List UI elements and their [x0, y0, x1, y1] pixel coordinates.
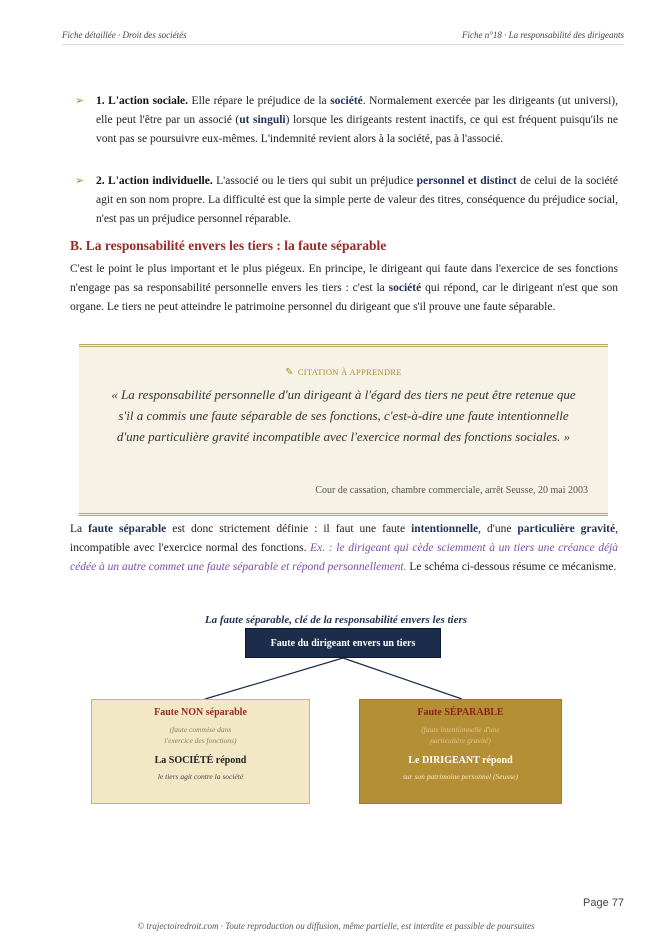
node-responsible: Le DIRIGEANT répond: [408, 755, 513, 766]
node-note: le tiers agit contre la société: [157, 772, 244, 781]
highlight-term: personnel et distinct: [416, 175, 517, 187]
pen-icon: ✎: [285, 367, 294, 378]
bullet-text-part: Elle répare le préjudice de la: [188, 95, 331, 107]
paragraph-text: est donc strictement définie : il faut une faute: [166, 523, 412, 535]
node-subtitle-line: (faute intentionnelle d'une: [421, 725, 500, 734]
paragraph-text: , incompatible avec l'exercice normal des fonctions.: [70, 523, 618, 554]
node-title: Faute SÉPARABLE: [417, 707, 504, 718]
quote-label-text: CITATION À APPRENDRE: [297, 367, 402, 377]
paragraph-text: qui répond, car le dirigeant n'est que son organe. Le tiers ne peut atteindre le patrimoine personnel du dirigeant que s'il prouve une faute séparable.: [70, 282, 618, 313]
node-responsible: La SOCIÉTÉ répond: [154, 755, 247, 766]
diagram-root-node: Faute du dirigeant envers un tiers: [245, 628, 441, 658]
page-number: Page 77: [583, 897, 624, 909]
node-title: Faute NON séparable: [154, 707, 247, 718]
bullet-title: 2. L'action individuelle.: [96, 175, 213, 187]
highlight-term: société: [388, 282, 422, 294]
node-subtitle: [92, 724, 309, 746]
highlight-term: faute séparable: [88, 523, 167, 535]
paragraph-text: C'est le point le plus important et le plus piégeux. En principe, le dirigeant qui faute dans l'exercice de ses fonctions n'engage pas sa responsabilité personnelle envers les tiers : c'est la: [70, 263, 618, 294]
paragraph-text: La: [70, 523, 89, 535]
diagram-title: La faute séparable, clé de la responsabilité envers les tiers: [204, 614, 468, 626]
header-left: Fiche détaillée · Droit des sociétés: [62, 30, 187, 40]
arrow-bullet-icon: ➢: [75, 175, 85, 187]
arrow-bullet-icon: ➢: [75, 95, 85, 107]
bullet-text-part: ) lorsque les dirigeants restent inactifs, ce qui est fréquent puisqu'ils ne vont pas se poursuivre eux-mêmes. L'indemnité revient alors à la société, pas à l'associé.: [96, 114, 619, 145]
node-subtitle-line: (faute commise dans: [169, 725, 232, 734]
node-faute-separable: [359, 699, 562, 804]
highlight-term: intentionnelle: [411, 523, 479, 535]
header-right: Fiche n°18 · La responsabilité des dirigeants: [461, 30, 624, 40]
highlight-term: ut singuli: [239, 114, 286, 126]
bullet-title: 1. L'action sociale.: [96, 95, 189, 107]
node-subtitle-line: l'exercice des fonctions): [164, 736, 237, 745]
bullet-text-part: . Normalement exercée par les dirigeants (ut universi), elle peut l'être par un associé (: [96, 95, 619, 126]
node-note: sur son patrimoine personnel (Seusse): [403, 772, 518, 781]
node-subtitle: [360, 724, 561, 746]
paragraph-text: Le schéma ci-dessous résume ce mécanisme.: [406, 561, 617, 573]
section-title: B. La responsabilité envers les tiers : la faute séparable: [70, 238, 387, 253]
bullet-text-part: L'associé ou le tiers qui subit un préjudice: [212, 175, 417, 187]
bullet-text-part: de celui de la société agit en son nom propre. La difficulté est que la simple perte de valeur des titres, conséquence du préjudice social, n'est pas un préjudice personnel réparable.: [96, 175, 618, 225]
quote-source: Cour de cassation, chambre commerciale, arrêt Seusse, 20 mai 2003: [315, 485, 588, 496]
highlight-term: particulière gravité: [517, 523, 616, 535]
connector-right: [343, 658, 462, 699]
connector-left: [205, 658, 343, 699]
paragraph-text: , d'une: [478, 523, 518, 535]
example-text: Ex. : le dirigeant qui cède sciemment à un tiers une créance déjà cédée à un autre commet une faute séparable et répond personnellement.: [70, 542, 618, 573]
highlight-term: société: [330, 95, 363, 107]
node-faute-non-separable: [91, 699, 310, 804]
quote-text: « La responsabilité personnelle d'un dirigeant à l'égard des tiers ne peut être retenue que s'il a commis une faute séparable de ses fonctions, c'est-à-dire une faute intentionnelle d'une particulière gravité incompatible avec l'exercice normal des fonctions sociales. »: [111, 387, 576, 444]
node-subtitle-line: particulière gravité): [430, 736, 491, 745]
page-footer: © trajectoiredroit.com · Toute reproduction ou diffusion, même partielle, est interdite et passible de poursuites: [137, 921, 535, 931]
